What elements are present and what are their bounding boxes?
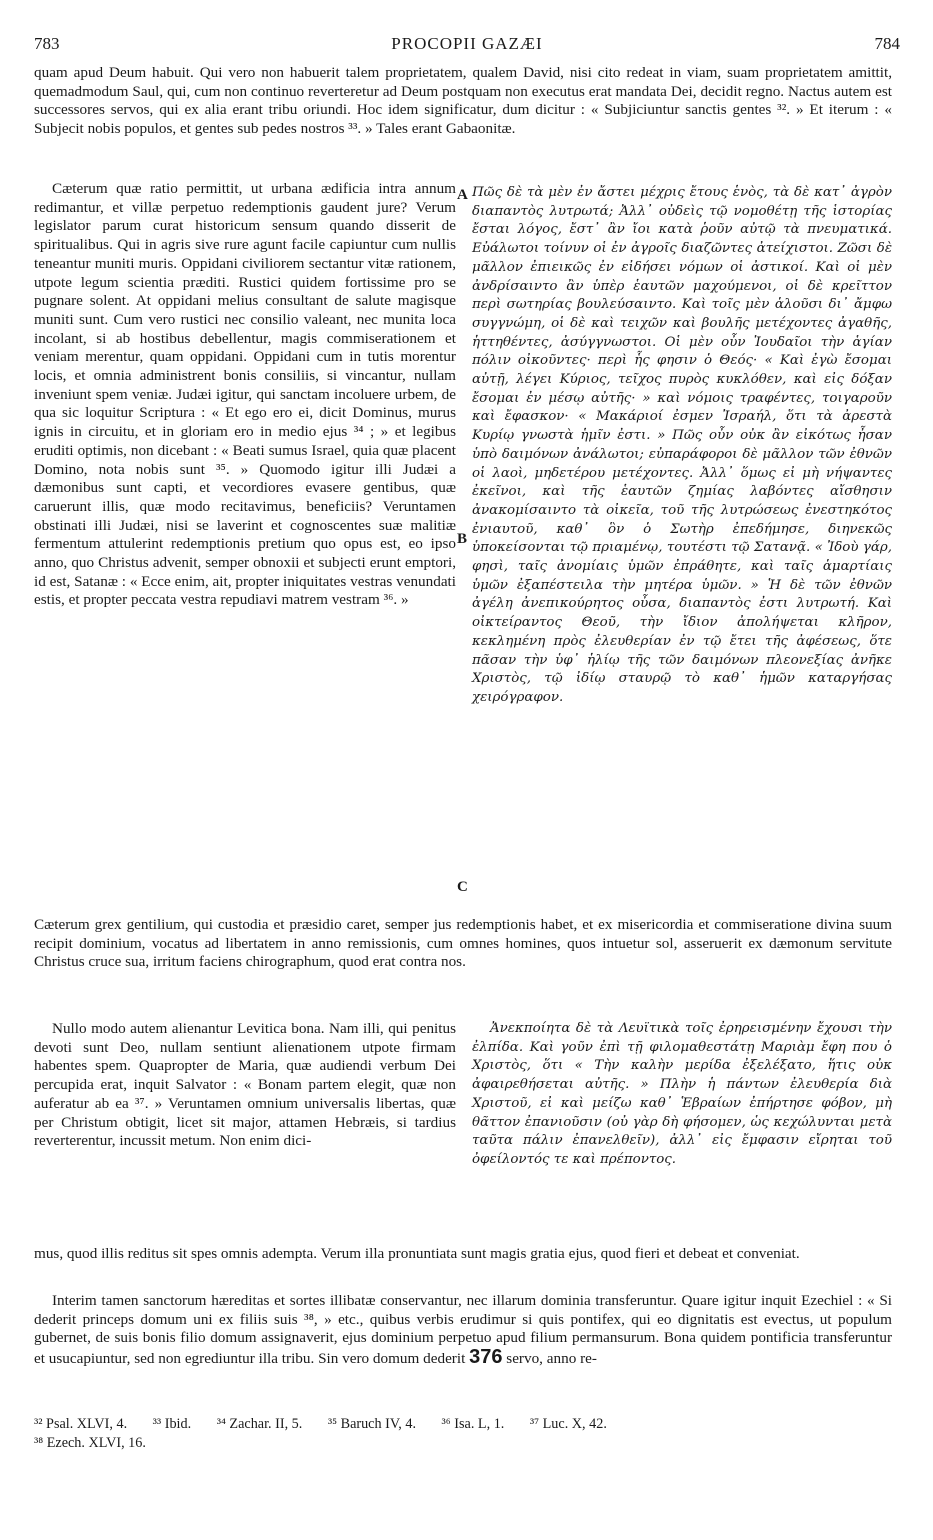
continuation-block	[34, 1245, 892, 1264]
page-number: 376	[469, 1345, 503, 1368]
footnote: ³² Psal. XLVI, 4.	[34, 1416, 128, 1432]
middle-paragraph: Cæterum grex gentilium, qui custodia et præsidio caret, semper jus redemptionis habet, et ex misericordia et commiseratione divina suum recipit dominium, vocatus ad libertatem in anno remissionis, cum omnes homines, quos intuetur sol, asseruerit ex dæmonum servitute Christus cruce sua, irritum faciens chirographum, quod erat contra nos.	[34, 916, 892, 971]
greek-text-1: Πῶς δὲ τὰ μὲν ἐν ἄστει μέχρις ἔτους ἑνὸς, τὰ δὲ κατ᾽ ἀγρὸν διαπαντὸς λυτρωτά; Ἀλλ᾽ οὐδεὶς τῷ νομοθέτῃ τῆς ἱστορίας ἔσται λόγος, ἔστ᾽ ἂν ἴοι κατὰ ῥοῦν αὐτῷ τὰ πνευματικά. Εὐάλωτοι τοίνυν οἱ ἐν ἀγροῖς διαζῶντες ἀτείχιστοι. Ζῶσι δὲ μᾶλλον ἐπιεικῶς ἐν εἰδήσει νόμων οἱ ἀστικοί. Καὶ οἱ μὲν ἀνδρίσαιντο ἂν ὑπὲρ ἑαυτῶν μαχούμενοι, οἱ δὲ κρεῖττον περὶ σωτηρίας βουλεύσαιντο. Καὶ τοῖς μὲν ἁλοῦσι δι᾽ ἄμφω συγγνώμη, οἱ δὲ καὶ τειχῶν καὶ βουλῆς μετέχοντες ἀγαθῆς, ἡττηθέντες, ἀσύγγνωστοι. Οἱ μὲν οὖν Ἰουδαῖοι τὴν ἁγίαν πόλιν οἰκοῦντες· περὶ ἧς φησιν ὁ Θεός· « Καὶ ἐγὼ ἔσομαι αὐτῇ, λέγει Κύριος, τεῖχος πυρὸς κυκλόθεν, καὶ εἰς δόξαν ἔσομαι ἐν μέσῳ αὐτῆς· » καὶ νόμοις τραφέντες, τοιγαροῦν καὶ ἔφασκον· « Μακάριοί ἐσμεν Ἰσραήλ, ὅτι τὰ ἀρεστὰ Κυρίῳ γνωστὰ ἡμῖν ἐστι. » Πῶς οὖν οὐκ ἂν εἰκότως ἦσαν ὑπὸ δαιμόνων ἀνάλωτοι; εὐπαράφοροι δὲ μᾶλλον τῶν ἐθνῶν οἱ λαοὶ, μηδετέρου μετέχοντες. Ἀλλ᾽ ὅμως εἰ μὴ νήψαντες ἐκεῖνοι, καὶ τῆς ἑαυτῶν ζημίας λαβόντες αἴσθησιν ἀνακομίσαιντο τὰ οἰκεῖα, τοῦ τῆς λυτρώσεως ἐνεστηκότος ἐνιαυτοῦ, καθ᾽ ὃν ὁ Σωτὴρ ἐπεδήμησε, διηνεκῶς ὑποκείσονται τῷ πριαμένῳ, τουτέστι τῷ Σατανᾷ. « Ἰδοὺ γάρ, φησὶ, ταῖς ἀνομίαις ὑμῶν ἐπράθητε, καὶ ταῖς ἁμαρτίαις ὑμῶν ἐξαπέστειλα τὴν μητέρα ὑμῶν. » Ἡ δὲ τῶν ἐθνῶν ἀγέλη ἀνεπικούρητος οὖσα, διαπαντὸς ἐστι λυτρωτή. Καὶ οἰκτείραντος Θεοῦ, τὴν ἴδιον ἀπολήψεται κλῆρον, κεκλημένη πρὸς ἐλευθερίαν ἐν τῷ ἔτει τῆς ἀφέσεως, ὅτε πᾶσαν τὴν ὑφ᾽ ἡλίῳ τῆς τῶν δαιμόνων πλεονεξίας ἀνῆκε Χριστὸς, τῷ ἰδίῳ σταυρῷ τὸ καθ᾽ ἡμῶν καταργήσας χειρόγραφον.	[472, 185, 892, 705]
footnote: ³⁵ Baruch IV, 4.	[327, 1416, 416, 1432]
footnote: ³⁷ Luc. X, 42.	[529, 1416, 607, 1432]
greek-column-1	[472, 184, 892, 919]
greek-text-2: Ἀνεκποίητα δὲ τὰ Λευϊτικὰ τοῖς ἐρηρεισμένην ἔχουσι τὴν ἐλπίδα. Καὶ γοῦν ἐπὶ τῇ φιλομαθεστάτῃ Μαριὰμ ἔφη που ὁ Χριστὸς, ὅτι « Τὴν καλὴν μερίδα ἐξελέξατο, ἥτις οὐκ ἀφαιρεθήσεται αὐτῆς. » Πλὴν ἡ πάντων ἐλευθερία διὰ Χριστοῦ, εἰ καὶ μείζω καθ᾽ Ἑβραίων ἐπήρτησε φόβον, μὴ θᾶττον ἐπανιοῦσιν (οὐ γὰρ δὴ φήσομεν, ὡς κεχώλυνται μετὰ ταῦτα πάλιν ἐπανελθεῖν), ἀλλ᾽ εἰς ἔμφασιν εἴρηται τοῦ ὀφείλοντός τε καὶ πρέποντος.	[472, 1021, 892, 1167]
latin-column-1	[34, 180, 456, 914]
margin-marker-b: B	[457, 531, 468, 547]
final-paragraph-tail: servo, anno re-	[506, 1349, 597, 1367]
footnote: ³⁸ Ezech. XLVI, 16.	[34, 1435, 146, 1451]
margin-marker-c: C	[457, 879, 468, 895]
footnote-row-1	[34, 1415, 900, 1434]
page-header	[34, 34, 900, 60]
final-paragraph-block	[34, 1292, 892, 1368]
right-column-number: 784	[874, 34, 900, 53]
middle-paragraph-block	[34, 916, 892, 972]
running-title: PROCOPII GAZÆI	[391, 34, 543, 53]
top-paragraph-block	[34, 64, 892, 138]
left-column-number: 783	[34, 34, 60, 53]
latin-text-2: Nullo modo autem alienantur Levitica bona. Nam illi, qui penitus devoti sunt Deo, nullam sentiunt alienationem utpote firmam habentes spem. Quapropter de Maria, quæ audiendi verbum Dei percupida erat, inquit Salvator : « Bonam partem elegit, quæ non auferatur ab ea ³⁷. » Veruntamen omnium universalis libertas, quæ per Christum obtigit, licet sit major, attamen Hebræis, si tardius reverterentur, incussit metum. Non enim dici-	[34, 1020, 456, 1150]
top-paragraph: quam apud Deum habuit. Qui vero non habuerit talem proprietatem, qualem David, nisi cito redeat in viam, suam proprietatem amittit, quemadmodum Saul, qui, cum non continuo reverteretur ad Deum postquam non executus erat mandata Dei, decidit regno. Nactus autem est successores servos, qui ex alia erant tribu oriundi. Hoc idem significatur, dum dicitur : « Subjiciuntur sanctis gentes ³². » Et iterum : « Subjecit nobis populos, et gentes sub pedes nostros ³³. » Tales erant Gabaonitæ.	[34, 64, 892, 137]
footnotes	[34, 1415, 900, 1453]
final-paragraph-text: Interim tamen sanctorum hæreditas et sortes illibatæ conservantur, nec illarum dominia transferuntur. Quare igitur inquit Ezechiel : « Si dederit princeps domum uni ex filiis suis ³⁸, » etc., quibus verbis erudimur si quis pontifex, qui eo dignitatis est evectus, ut populum gubernet, de suis bonis filio domum assignaverit, ejus dominium perpetuo apud filium permansurum. Bona quidem pontificia transferuntur et usucapiuntur, sed non egrediuntur illa tribu. Sin vero domum dederit	[34, 1292, 892, 1367]
footnote: ³³ Ibid.	[152, 1416, 192, 1432]
footnote: ³⁶ Isa. L, 1.	[441, 1416, 505, 1432]
latin-text-1: Cæterum quæ ratio permittit, ut urbana ædificia intra annum redimantur, et villæ perpetuo redemptionis gaudent jure? Verum legislator parum curat historicum sensum quando disserit de spiritualibus. Qui in agris sive rure agunt facile capiuntur cum nullis teneantur muniti muris. Oppidani civiliorem sectantur vitæ rationem, utpote legum scientia præditi. Rustici quidem fortissime pro se pugnare solent. At oppidani melius consultant de salute magisque muniti sunt. Cum vero rustici nec consilio valeant, nec munita loca incolant, si ab hostibus debellentur, magis commiserationem et veniam merentur, quam oppidani. Oppidani cum in tutis morentur locis, et omnia administrent bonis consiliis, si vincantur, nullam inveniunt spem veniæ. Judæi igitur, qui sanctam incoluere urbem, de qua sic loquitur Scriptura : « Et ego ero ei, dicit Dominus, murus ignis in circuitu, et in gloriam ero in medio ejus ³⁴ ; » et legibus eruditi optimis, non dicebant : « Beati sumus Israel, quia quæ placent Domino, nota nobis sunt ³⁵. » Quomodo igitur illi Judæi a dæmonibus sunt capti, et vecordiores evasere gentibus, quæ caruerunt illis, quæ modo recitavimus, beneficiis? Veruntamen obstinati illi Judæi, nisi se laverint et cognoscentes suæ malitiæ fermentum attulerint redemptionis pretium quo opus est, eo ipso anno, quo Christus advenit, semper obnoxii et subjecti erunt emptori, id est, Satanæ : « Ecce enim, ait, propter iniquitates vestras venundati estis, et propter peccata vestra repudiavi matrem vestram ³⁶. »	[34, 180, 456, 609]
footnote-row-2	[34, 1434, 900, 1453]
footnote: ³⁴ Zachar. II, 5.	[216, 1416, 303, 1432]
continuation-paragraph: mus, quod illis reditus sit spes omnis adempta. Verum illa pronuntiata sunt magis gratia ejus, quod fieri et debeat et conveniat.	[34, 1245, 800, 1262]
margin-marker-a: A	[457, 187, 468, 203]
greek-column-2	[472, 1020, 892, 1245]
final-paragraph	[34, 1292, 892, 1368]
latin-column-2	[34, 1020, 456, 1245]
